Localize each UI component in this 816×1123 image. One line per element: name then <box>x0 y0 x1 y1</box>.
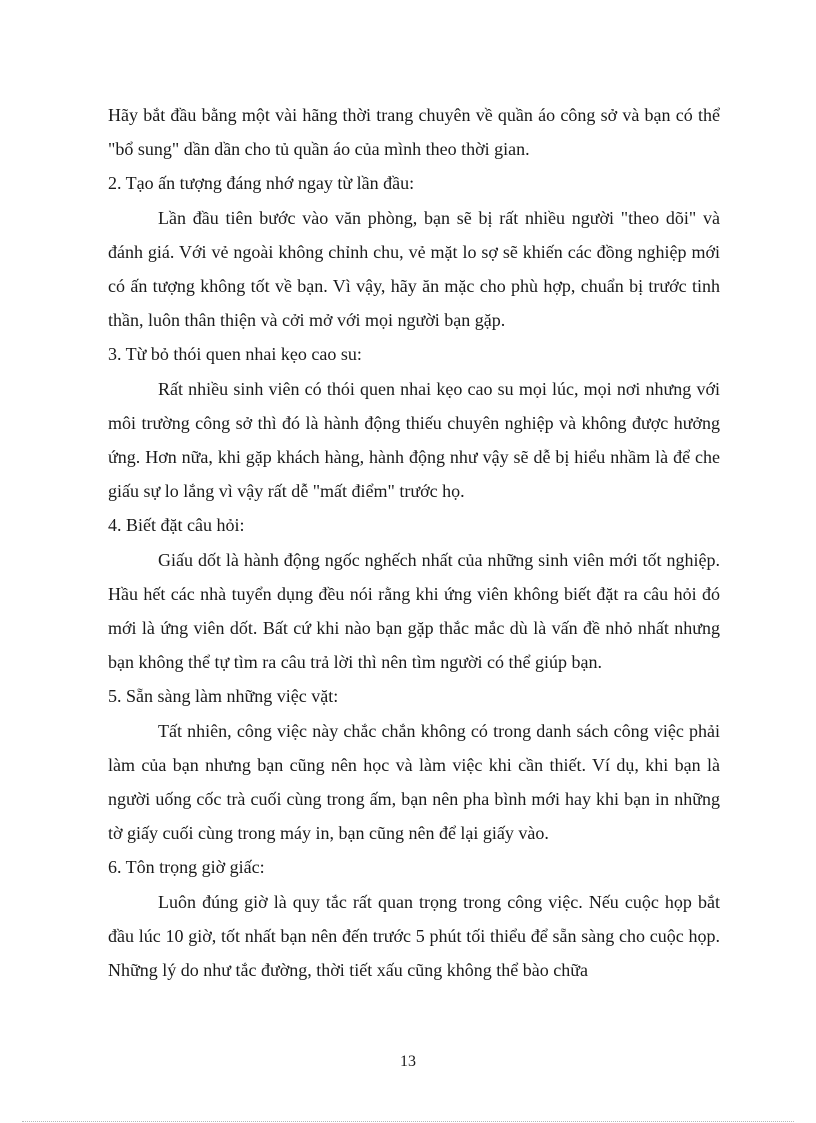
paragraph-odd-jobs: Tất nhiên, công việc này chắc chắn không có trong danh sách công việc phải làm của bạn nhưng bạn cũng nên học và làm việc khi cần thiết. Ví dụ, khi bạn là người uống cốc trà cuối cùng trong ấm, bạn nên pha bình mới hay khi bạn in những tờ giấy cuối cùng trong máy in, bạn cũng nên để lại giấy vào. <box>108 720 720 844</box>
paragraph-first-impression: Lần đầu tiên bước vào văn phòng, bạn sẽ bị rất nhiều người "theo dõi" và đánh giá. Với vẻ ngoài không chỉnh chu, vẻ mặt lo sợ sẽ khiến các đồng nghiệp mới có ấn tượng không tốt về bạn. Vì vậy, hãy ăn mặc cho phù hợp, chuẩn bị trước tinh thần, luôn thân thiện và cởi mở với mọi người bạn gặp. <box>108 207 720 331</box>
footer-divider <box>22 1121 794 1122</box>
section-heading-3: 3. Từ bỏ thói quen nhai kẹo cao su: <box>108 344 362 365</box>
page-body <box>108 98 720 987</box>
page-number: 13 <box>400 1053 416 1070</box>
section-heading-5: 5. Sẵn sàng làm những việc vặt: <box>108 686 339 707</box>
paragraph-chewing-gum: Rất nhiều sinh viên có thói quen nhai kẹo cao su mọi lúc, mọi nơi nhưng với môi trường công sở thì đó là hành động thiếu chuyên nghiệp và không được hưởng ứng. Hơn nữa, khi gặp khách hàng, hành động như vậy sẽ dễ bị hiểu nhầm là để che giấu sự lo lắng vì vậy rất dễ "mất điểm" trước họ. <box>108 378 720 502</box>
section-heading-2: 2. Tạo ấn tượng đáng nhớ ngay từ lần đầu: <box>108 173 415 194</box>
section-heading-4: 4. Biết đặt câu hỏi: <box>108 515 245 536</box>
paragraph-punctuality: Luôn đúng giờ là quy tắc rất quan trọng trong công việc. Nếu cuộc họp bắt đầu lúc 10 giờ, tốt nhất bạn nên đến trước 5 phút tối thiểu để sẵn sàng cho cuộc họp. Những lý do như tắc đường, thời tiết xấu cũng không thể bào chữa <box>108 891 720 981</box>
section-heading-6: 6. Tôn trọng giờ giấc: <box>108 857 265 878</box>
paragraph-asking-questions: Giấu dốt là hành động ngốc nghếch nhất của những sinh viên mới tốt nghiệp. Hầu hết các nhà tuyển dụng đều nói rằng khi ứng viên không biết đặt ra câu hỏi đó mới là ứng viên dốt. Bất cứ khi nào bạn gặp thắc mắc dù là vấn đề nhỏ nhất nhưng bạn không thể tự tìm ra câu trả lời thì nên tìm người có thể giúp bạn. <box>108 549 720 673</box>
paragraph-continuation: Hãy bắt đầu bằng một vài hãng thời trang chuyên về quần áo công sở và bạn có thể "bổ sung" dần dần cho tủ quần áo của mình theo thời gian. <box>108 105 720 160</box>
